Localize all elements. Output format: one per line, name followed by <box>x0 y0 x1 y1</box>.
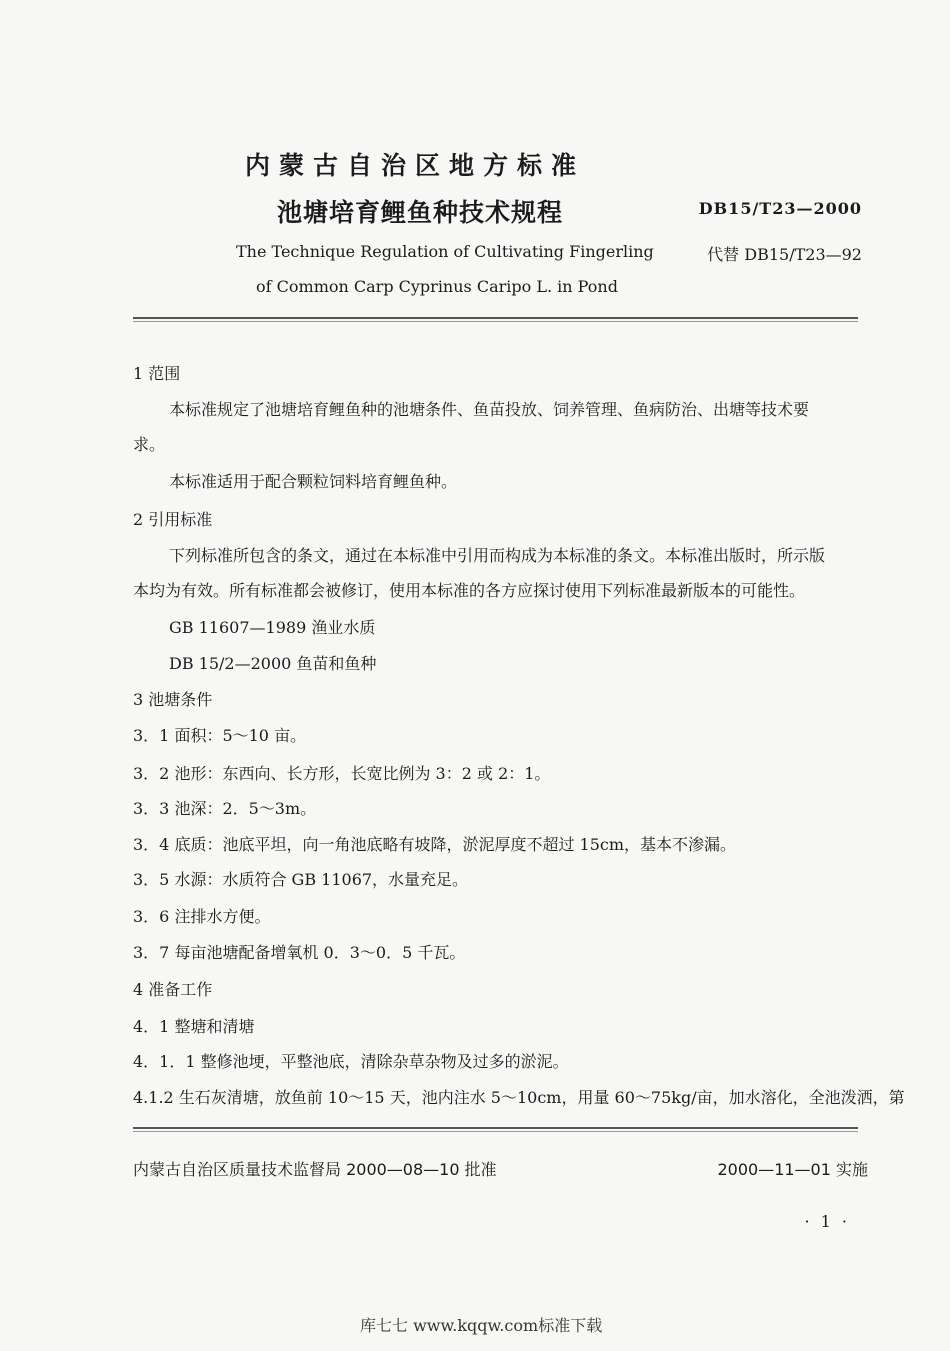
clause-4-1-1: 4．1．1 整修池埂，平整池底，清除杂草杂物及过多的淤泥。 <box>133 1052 569 1071</box>
download-watermark: 库七七 www.kqqw.com标准下载 <box>360 1316 603 1335</box>
clause-3-7: 3．7 每亩池塘配备增氧机 0．3～0．5 千瓦。 <box>133 943 466 962</box>
header-divider <box>133 317 858 322</box>
section-2-paragraph-line-1: 下列标准所包含的条文，通过在本标准中引用而构成为本标准的条文。本标准出版时，所示版 <box>169 546 826 565</box>
page-number: · 1 · <box>804 1212 850 1231</box>
clause-3-1: 3．1 面积：5～10 亩。 <box>133 726 307 745</box>
section-1-paragraph-2: 本标准适用于配合颗粒饲料培育鲤鱼种。 <box>169 472 458 491</box>
section-2-heading: 2 引用标准 <box>133 510 213 529</box>
clause-3-5: 3．5 水源：水质符合 GB 11067，水量充足。 <box>133 870 469 889</box>
section-1-paragraph-1-line-1: 本标准规定了池塘培育鲤鱼种的池塘条件、鱼苗投放、饲养管理、鱼病防治、出塘等技术要 <box>169 400 810 419</box>
referenced-standard-2: DB 15/2—2000 鱼苗和鱼种 <box>169 654 377 673</box>
section-1-paragraph-1-line-2: 求。 <box>133 435 166 454</box>
clause-3-4: 3．4 底质：池底平坦，向一角池底略有坡降，淤泥厚度不超过 15cm，基本不渗漏。 <box>133 835 737 854</box>
clause-4-1-2: 4.1.2 生石灰清塘，放鱼前 10～15 天，池内注水 5～10cm，用量 60～75kg/亩，加水溶化，全池泼洒，第 <box>133 1088 905 1107</box>
footer-divider <box>133 1127 858 1132</box>
clause-3-3: 3．3 池深：2．5～3m。 <box>133 799 317 818</box>
english-title-line-2: of Common Carp Cyprinus Caripo L. in Pond <box>256 277 618 296</box>
section-3-heading: 3 池塘条件 <box>133 690 213 709</box>
standard-code: DB15/T23—2000 <box>698 199 862 218</box>
document-title: 内蒙古自治区地方标准 <box>245 151 586 180</box>
effective-date: 2000—11—01 实施 <box>717 1160 868 1179</box>
clause-4-1: 4．1 整塘和清塘 <box>133 1017 255 1036</box>
standard-name: 池塘培育鲤鱼种技术规程 <box>277 198 564 227</box>
replaces-note: 代替 DB15/T23—92 <box>707 245 862 264</box>
section-2-paragraph-line-2: 本均为有效。所有标准都会被修订，使用本标准的各方应探讨使用下列标准最新版本的可能性。 <box>133 581 806 600</box>
section-4-heading: 4 准备工作 <box>133 980 213 999</box>
clause-3-2: 3．2 池形：东西向、长方形，长宽比例为 3：2 或 2：1。 <box>133 764 551 783</box>
english-title-line-1: The Technique Regulation of Cultivating Fingerling <box>236 242 654 261</box>
section-1-heading: 1 范围 <box>133 364 181 383</box>
clause-3-6: 3．6 注排水方便。 <box>133 907 271 926</box>
approval-note: 内蒙古自治区质量技术监督局 2000—08—10 批准 <box>133 1160 497 1179</box>
referenced-standard-1: GB 11607—1989 渔业水质 <box>169 618 376 637</box>
